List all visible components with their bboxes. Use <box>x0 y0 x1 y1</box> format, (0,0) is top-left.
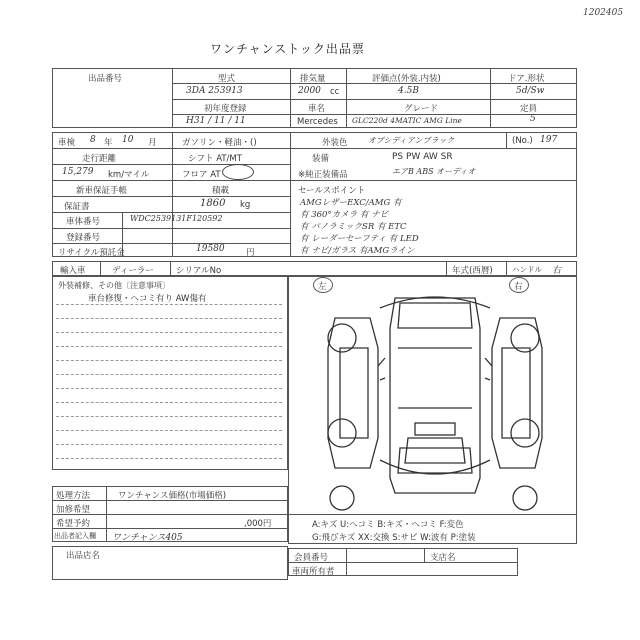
grade-value: GLC220d 4MATIC AMG Line <box>352 116 462 125</box>
exterior-color-value: オブシディアンブラック <box>368 136 455 145</box>
price-suffix: ,000円 <box>244 519 272 529</box>
sales-point-1: AMGレザーEXC/AMG 有 <box>300 198 402 208</box>
car-name-value: Mercedes <box>297 117 338 127</box>
door-label: ドア.形状 <box>508 74 545 84</box>
mileage-value: 15,279 <box>62 167 94 177</box>
inspection-year: 8 <box>90 135 96 145</box>
first-registration-label: 初年度登録 <box>204 104 247 114</box>
diagram-left-label: 左 <box>318 282 327 292</box>
exterior-color-label: 外装色 <box>322 138 348 148</box>
inspection-month: 10 <box>122 135 134 145</box>
year-label: 年式(西暦) <box>452 266 493 276</box>
grade-label: グレード <box>404 104 439 114</box>
member-label: 会員番号 <box>294 553 329 563</box>
recycle-value: 19580 <box>196 244 225 254</box>
document-number: 1202405 <box>583 8 624 18</box>
reserve-label: 希望予約 <box>56 519 91 529</box>
grade-score-label: 評価点(外装.内装) <box>372 74 441 84</box>
dealer-label: ディーラー <box>112 266 154 276</box>
sales-point-4: 有 レーダーセーフティ 有 LED <box>300 234 419 244</box>
displacement-unit: cc <box>330 87 340 97</box>
capacity-value: 5 <box>530 114 536 124</box>
store-label: 出品店名 <box>66 551 101 561</box>
legend-line-2: G:飛びキズ XX:交換 S:サビ W:波有 P:塗装 <box>312 533 476 543</box>
method-label: 処理方法 <box>56 491 91 501</box>
sales-point-5: 有 ナビ/ガラス 有AMGライン <box>300 246 415 256</box>
chassis-value: WDC2539131F120592 <box>130 214 223 223</box>
diagram-right-label: 右 <box>514 282 523 292</box>
sales-point-2: 有 360°カメラ 有 ナビ <box>300 210 389 220</box>
store-name-label: 支店名 <box>430 553 456 563</box>
sales-point-3: 有 パノラミックSR 有 ETC <box>300 222 407 232</box>
inspection-label: 車検 <box>58 138 76 148</box>
displacement-label: 排気量 <box>300 74 326 84</box>
inspection-month-unit: 月 <box>148 138 157 148</box>
chassis-label: 車体番号 <box>66 217 101 227</box>
import-label: 輸入車 <box>60 266 86 276</box>
color-no-label: (No.) <box>512 136 533 146</box>
sales-points-label: セールスポイント <box>298 186 366 196</box>
equipment-label: 装備 <box>312 154 330 164</box>
special-label: 出品者記入欄 <box>54 532 96 540</box>
equipment-value: PS PW AW SR <box>392 152 453 162</box>
notes-header: 外装補修、その他〔注意事項〕 <box>58 281 170 290</box>
handle-value: 右 <box>552 266 562 276</box>
special-value: ワンチャンス405 <box>112 533 183 543</box>
weight-label: 積載 <box>212 186 230 196</box>
fuel-label: ガソリン・軽油・() <box>182 138 257 148</box>
model-value: 3DA 253913 <box>186 86 243 96</box>
legend-line-1: A:キズ U:ヘコミ B:キズ・ヘコミ F:変色 <box>312 520 464 530</box>
method-value: ワンチャンス価格(市場価格) <box>118 491 227 501</box>
notes-line-1: 車台修復・ヘコミ有り AW傷有 <box>88 294 207 304</box>
model-label: 型式 <box>218 74 236 84</box>
notes-box <box>52 276 288 470</box>
color-no-value: 197 <box>540 135 558 145</box>
weight-value: 1860 <box>200 198 226 209</box>
registration-label: 登録番号 <box>66 233 101 243</box>
navi-value: エアB ABS オーディオ <box>392 167 476 176</box>
mileage-label: 走行距離 <box>82 154 117 164</box>
warranty-label: 新車保証手帳 <box>76 186 128 196</box>
capacity-label: 定員 <box>520 104 538 114</box>
first-registration-value: H31 / 11 / 11 <box>186 116 246 126</box>
owner-label: 車両所有者 <box>292 567 335 577</box>
extra-label: 加修希望 <box>56 505 91 515</box>
recycle-unit: 円 <box>246 248 255 258</box>
car-name-label: 車名 <box>308 104 326 114</box>
mileage-unit: km/マイル <box>108 170 150 180</box>
warranty-value: 保証書 <box>64 202 90 212</box>
door-value: 5d/Sw <box>516 86 545 96</box>
shift-label: シフト AT/MT <box>188 154 242 164</box>
recycle-label: リサイクル預託金 <box>58 248 125 258</box>
shift-value: フロア AT <box>182 170 221 180</box>
serial-label: シリアルNo <box>176 266 222 276</box>
inspection-year-unit: 年 <box>104 138 113 148</box>
navi-label: ※純正装備品 <box>298 170 348 180</box>
handle-label: ハンドル <box>512 265 542 274</box>
grade-score-value: 4.5B <box>398 86 419 96</box>
at-circle <box>222 164 254 180</box>
item-number-label: 出品番号 <box>88 74 123 84</box>
car-damage-diagram <box>300 288 570 513</box>
form-title: ワンチャンストック出品票 <box>210 42 365 56</box>
weight-unit: kg <box>240 200 251 210</box>
displacement-value: 2000 <box>298 86 321 96</box>
